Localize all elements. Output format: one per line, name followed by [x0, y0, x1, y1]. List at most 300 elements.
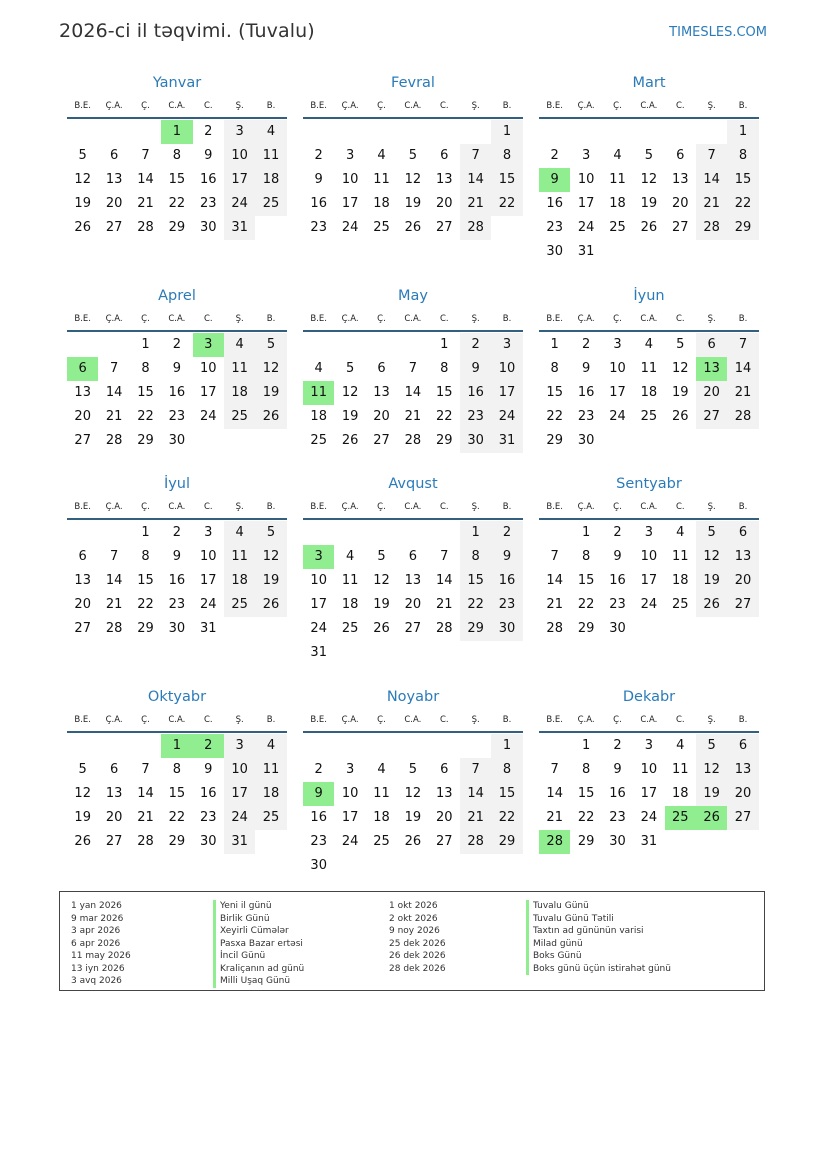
day-cell: 1 [440, 337, 449, 352]
legend-holiday-name: Taxtın ad gününün varisi [526, 925, 671, 938]
day-cell: 7 [109, 549, 119, 564]
day-cell: 19 [671, 385, 689, 400]
day-cell: 4 [314, 361, 323, 376]
empty-cell [696, 120, 727, 144]
day-cell: 7 [141, 762, 150, 777]
day-cell: 4 [255, 120, 286, 144]
day-cell: 14 [435, 573, 453, 588]
legend-date: 1 okt 2026 [389, 901, 438, 911]
day-cell: 15 [577, 573, 595, 588]
day-cell: 6 [440, 762, 449, 777]
legend-date: 3 apr 2026 [71, 926, 121, 936]
legend-date: 11 may 2026 [71, 951, 131, 961]
day-cell: 31 [224, 216, 255, 240]
day-cell: 20 [74, 597, 91, 612]
weekday-label: Ç. [613, 715, 622, 725]
day-cell: 6 [676, 148, 685, 163]
day-cell: 10 [341, 172, 359, 187]
weekday-label: Ç.A. [341, 314, 359, 324]
day-cell: 10 [224, 758, 255, 782]
day-grid [539, 119, 759, 264]
legend-dates-left [71, 900, 131, 988]
day-cell: 24 [224, 192, 255, 216]
month-aprel [67, 285, 287, 453]
day-cell: 12 [696, 758, 727, 782]
legend-dates-right [389, 900, 446, 975]
day-cell: 30 [577, 433, 595, 448]
weekday-header [539, 711, 759, 733]
weekday-label: B.E. [310, 314, 327, 324]
holiday-day-cell: 9 [303, 782, 334, 806]
day-cell: 2 [460, 333, 491, 357]
empty-cell [98, 333, 129, 357]
month-mart [539, 72, 759, 264]
day-cell: 10 [577, 172, 595, 187]
day-cell: 7 [727, 333, 758, 357]
day-cell: 9 [204, 148, 213, 163]
day-cell: 6 [109, 762, 119, 777]
day-cell: 22 [546, 409, 563, 424]
day-cell: 1 [460, 521, 491, 545]
day-cell: 25 [255, 192, 286, 216]
day-cell: 21 [546, 810, 563, 825]
day-cell: 27 [671, 220, 689, 235]
weekday-label: B. [502, 502, 512, 512]
day-cell: 5 [408, 762, 417, 777]
empty-cell [98, 521, 129, 545]
month-name: İyul [163, 476, 191, 492]
holiday-day-cell: 1 [161, 734, 192, 758]
weekday-label: C. [675, 314, 685, 324]
day-cell: 10 [199, 549, 217, 564]
legend-holiday-name: Milad günü [526, 938, 671, 951]
day-cell: 8 [141, 361, 150, 376]
day-cell: 16 [310, 196, 327, 211]
day-cell: 5 [644, 148, 653, 163]
day-cell: 28 [460, 830, 491, 854]
day-cell: 8 [440, 361, 449, 376]
day-cell: 2 [581, 337, 591, 352]
month-i̇yul [67, 473, 287, 641]
weekday-label: B.E. [310, 715, 327, 725]
day-cell: 25 [310, 433, 327, 448]
legend-holiday-name: Boks Günü [526, 950, 671, 963]
weekday-header [67, 498, 287, 520]
weekday-label: B. [502, 101, 512, 111]
weekday-label: C.A. [404, 502, 422, 512]
weekday-label: C.A. [404, 715, 422, 725]
day-cell: 29 [137, 621, 154, 636]
holiday-day-cell: 3 [303, 545, 334, 569]
empty-cell [366, 120, 397, 144]
day-cell: 11 [341, 573, 359, 588]
day-cell: 26 [341, 433, 359, 448]
day-cell: 22 [491, 192, 522, 216]
day-cell: 30 [168, 433, 186, 448]
weekday-label: C.A. [640, 101, 658, 111]
day-cell: 28 [105, 621, 123, 636]
day-cell: 29 [168, 220, 186, 235]
day-cell: 5 [696, 521, 727, 545]
day-cell: 3 [644, 525, 653, 540]
day-cell: 29 [491, 830, 522, 854]
day-cell: 12 [404, 786, 422, 801]
day-cell: 17 [341, 196, 359, 211]
brand-link[interactable]: TIMESLES.COM [669, 25, 767, 40]
day-cell: 21 [435, 597, 453, 612]
day-cell: 19 [404, 196, 422, 211]
legend-date: 2 okt 2026 [389, 913, 438, 924]
day-cell: 5 [255, 521, 286, 545]
weekday-label: C. [203, 314, 213, 324]
day-cell: 9 [314, 172, 323, 187]
day-cell: 27 [696, 405, 727, 429]
month-i̇yun [539, 285, 759, 453]
day-cell: 13 [404, 573, 422, 588]
day-cell: 5 [377, 549, 386, 564]
empty-cell [366, 734, 397, 758]
day-cell: 5 [676, 337, 685, 352]
day-cell: 11 [671, 762, 689, 777]
legend-date: 25 dek 2026 [389, 938, 446, 949]
weekday-header [67, 97, 287, 119]
empty-cell [602, 120, 633, 144]
day-cell: 19 [341, 409, 359, 424]
day-cell: 26 [671, 409, 689, 424]
day-cell: 31 [491, 429, 522, 453]
day-cell: 1 [581, 525, 591, 540]
day-cell: 10 [341, 786, 359, 801]
empty-cell [366, 333, 397, 357]
day-cell: 22 [577, 597, 595, 612]
day-cell: 17 [199, 573, 217, 588]
day-cell: 21 [696, 192, 727, 216]
day-cell: 17 [577, 196, 595, 211]
legend-date: 9 mar 2026 [71, 913, 124, 924]
empty-cell [303, 734, 334, 758]
empty-cell [460, 734, 491, 758]
day-cell: 9 [460, 357, 491, 381]
day-cell: 17 [609, 385, 626, 400]
day-cell: 3 [345, 762, 355, 777]
day-cell: 16 [577, 385, 595, 400]
empty-cell [67, 521, 98, 545]
legend-date: 26 dek 2026 [389, 951, 446, 961]
day-cell: 9 [172, 549, 181, 564]
day-cell: 3 [613, 337, 622, 352]
empty-cell [98, 734, 129, 758]
day-cell: 20 [105, 196, 123, 211]
weekday-label: B. [738, 502, 748, 512]
day-cell: 25 [373, 834, 390, 849]
month-noyabr [303, 686, 523, 878]
day-grid [67, 332, 287, 453]
day-cell: 26 [404, 834, 422, 849]
day-cell: 24 [640, 810, 658, 825]
weekday-label: Ç.A. [577, 101, 595, 111]
weekday-label: Ç. [141, 502, 150, 512]
holiday-day-cell: 6 [67, 357, 98, 381]
day-cell: 12 [74, 786, 91, 801]
day-cell: 7 [550, 549, 559, 564]
weekday-label: B. [738, 101, 748, 111]
day-cell: 28 [727, 405, 758, 429]
day-cell: 18 [224, 569, 255, 593]
day-cell: 30 [609, 834, 626, 849]
day-cell: 26 [74, 834, 91, 849]
day-cell: 20 [435, 196, 453, 211]
legend-date: 3 avq 2026 [71, 976, 122, 986]
day-cell: 23 [199, 196, 217, 211]
day-cell: 24 [491, 405, 522, 429]
day-cell: 19 [640, 196, 658, 211]
day-cell: 22 [137, 409, 154, 424]
weekday-label: Ç. [141, 715, 150, 725]
day-cell: 22 [137, 597, 154, 612]
day-grid [303, 332, 523, 453]
day-cell: 9 [581, 361, 591, 376]
day-cell: 14 [105, 385, 123, 400]
day-cell: 28 [137, 834, 154, 849]
weekday-label: Ç.A. [577, 502, 595, 512]
weekday-label: B. [266, 715, 276, 725]
day-cell: 6 [109, 148, 119, 163]
day-cell: 24 [199, 409, 217, 424]
day-cell: 23 [546, 220, 563, 235]
empty-cell [303, 120, 334, 144]
day-cell: 27 [404, 621, 422, 636]
day-cell: 5 [696, 734, 727, 758]
day-cell: 14 [137, 786, 154, 801]
day-cell: 11 [373, 172, 390, 187]
weekday-label: C.A. [404, 101, 422, 111]
day-cell: 27 [105, 220, 123, 235]
empty-cell [397, 521, 428, 545]
day-cell: 28 [404, 433, 422, 448]
day-cell: 9 [491, 545, 522, 569]
day-cell: 15 [491, 168, 522, 192]
day-cell: 2 [172, 525, 181, 540]
day-cell: 20 [74, 409, 91, 424]
day-cell: 14 [404, 385, 422, 400]
day-cell: 12 [341, 385, 359, 400]
day-cell: 26 [373, 621, 390, 636]
day-cell: 30 [546, 244, 563, 259]
day-cell: 4 [613, 148, 622, 163]
day-cell: 22 [168, 810, 186, 825]
weekday-label: C. [439, 715, 449, 725]
holiday-day-cell: 13 [696, 357, 727, 381]
day-cell: 6 [78, 549, 87, 564]
holiday-day-cell: 1 [161, 120, 192, 144]
day-grid [303, 520, 523, 665]
day-cell: 23 [310, 220, 327, 235]
weekday-label: Ç.A. [105, 502, 123, 512]
day-cell: 25 [224, 405, 255, 429]
day-cell: 27 [435, 220, 453, 235]
month-name: Fevral [391, 75, 435, 91]
weekday-label: C.A. [404, 314, 422, 324]
weekday-label: Ş. [707, 502, 716, 512]
day-cell: 8 [172, 148, 181, 163]
day-cell: 10 [640, 549, 658, 564]
day-cell: 24 [341, 834, 359, 849]
day-cell: 3 [644, 738, 653, 753]
day-cell: 5 [255, 333, 286, 357]
day-cell: 19 [696, 569, 727, 593]
weekday-label: B.E. [310, 101, 327, 111]
day-cell: 15 [137, 385, 154, 400]
day-cell: 5 [408, 148, 417, 163]
day-cell: 9 [172, 361, 181, 376]
weekday-label: Ş. [471, 101, 480, 111]
day-cell: 23 [310, 834, 327, 849]
day-cell: 14 [546, 573, 563, 588]
day-cell: 19 [404, 810, 422, 825]
legend-date: 9 noy 2026 [389, 926, 440, 936]
day-cell: 22 [435, 409, 453, 424]
day-cell: 24 [577, 220, 595, 235]
legend-holiday-name: İncil Günü [213, 950, 304, 963]
day-cell: 13 [727, 545, 758, 569]
weekday-label: Ş. [235, 715, 244, 725]
day-cell: 20 [404, 597, 422, 612]
day-cell: 8 [550, 361, 559, 376]
day-cell: 20 [373, 409, 390, 424]
day-cell: 11 [255, 758, 286, 782]
day-cell: 15 [435, 385, 453, 400]
day-cell: 16 [168, 573, 186, 588]
day-cell: 6 [377, 361, 386, 376]
day-cell: 25 [609, 220, 626, 235]
day-cell: 14 [460, 168, 491, 192]
day-cell: 24 [640, 597, 658, 612]
weekday-label: C. [439, 502, 449, 512]
day-cell: 5 [78, 148, 87, 163]
day-cell: 20 [727, 569, 758, 593]
weekday-label: B.E. [546, 502, 563, 512]
day-grid [539, 520, 759, 641]
empty-cell [397, 120, 428, 144]
day-cell: 19 [74, 810, 91, 825]
day-cell: 13 [74, 385, 91, 400]
day-cell: 19 [373, 597, 390, 612]
day-cell: 26 [255, 593, 286, 617]
weekday-label: Ş. [471, 502, 480, 512]
day-cell: 7 [550, 762, 559, 777]
weekday-header [67, 711, 287, 733]
day-cell: 10 [609, 361, 626, 376]
day-cell: 14 [105, 573, 123, 588]
day-cell: 31 [224, 830, 255, 854]
day-cell: 28 [435, 621, 453, 636]
weekday-label: B. [266, 502, 276, 512]
weekday-label: B.E. [74, 715, 91, 725]
weekday-label: Ç. [613, 101, 622, 111]
day-cell: 8 [581, 549, 591, 564]
day-cell: 25 [373, 220, 390, 235]
weekday-header [539, 498, 759, 520]
empty-cell [429, 120, 460, 144]
day-cell: 17 [224, 168, 255, 192]
day-cell: 30 [460, 429, 491, 453]
day-cell: 12 [373, 573, 390, 588]
weekday-label: B. [266, 101, 276, 111]
holiday-day-cell: 26 [696, 806, 727, 830]
day-cell: 12 [696, 545, 727, 569]
day-cell: 11 [255, 144, 286, 168]
day-grid [67, 119, 287, 240]
day-cell: 7 [460, 758, 491, 782]
day-cell: 20 [105, 810, 123, 825]
empty-cell [570, 120, 601, 144]
day-cell: 10 [199, 361, 217, 376]
day-cell: 17 [640, 786, 658, 801]
day-cell: 18 [341, 597, 359, 612]
day-cell: 29 [137, 433, 154, 448]
weekday-label: Ç.A. [341, 502, 359, 512]
day-cell: 16 [609, 786, 626, 801]
day-cell: 26 [640, 220, 658, 235]
day-cell: 19 [74, 196, 91, 211]
day-cell: 29 [546, 433, 563, 448]
day-grid [303, 733, 523, 878]
weekday-label: Ç. [141, 314, 150, 324]
day-cell: 1 [141, 525, 150, 540]
day-cell: 8 [727, 144, 758, 168]
day-cell: 14 [460, 782, 491, 806]
weekday-label: B.E. [546, 101, 563, 111]
weekday-label: C.A. [168, 715, 186, 725]
holiday-day-cell: 28 [539, 830, 570, 854]
day-cell: 26 [255, 405, 286, 429]
empty-cell [429, 521, 460, 545]
legend-holiday-name: Xeyirli Cümələr [213, 925, 304, 938]
day-cell: 2 [550, 148, 559, 163]
day-cell: 18 [671, 786, 689, 801]
day-grid [539, 332, 759, 453]
day-cell: 22 [168, 196, 186, 211]
day-cell: 1 [491, 120, 522, 144]
day-cell: 27 [105, 834, 123, 849]
weekday-label: C.A. [168, 314, 186, 324]
day-cell: 6 [408, 549, 417, 564]
day-cell: 2 [314, 148, 323, 163]
day-cell: 12 [404, 172, 422, 187]
day-cell: 25 [671, 597, 689, 612]
day-cell: 11 [609, 172, 626, 187]
day-cell: 18 [609, 196, 626, 211]
day-cell: 30 [199, 220, 217, 235]
weekday-label: B. [502, 715, 512, 725]
holiday-day-cell: 9 [539, 168, 570, 192]
empty-cell [130, 734, 161, 758]
day-cell: 13 [435, 786, 453, 801]
holiday-legend [59, 891, 765, 991]
day-cell: 28 [137, 220, 154, 235]
day-cell: 12 [74, 172, 91, 187]
day-cell: 15 [137, 573, 154, 588]
day-cell: 16 [491, 569, 522, 593]
weekday-label: Ç. [377, 101, 386, 111]
legend-date: 13 iyn 2026 [71, 963, 125, 974]
day-cell: 1 [491, 734, 522, 758]
day-cell: 13 [105, 172, 123, 187]
day-cell: 7 [440, 549, 449, 564]
day-cell: 23 [609, 597, 626, 612]
day-cell: 17 [341, 810, 359, 825]
legend-holiday-name: Kraliçanın ad günü [213, 963, 304, 976]
